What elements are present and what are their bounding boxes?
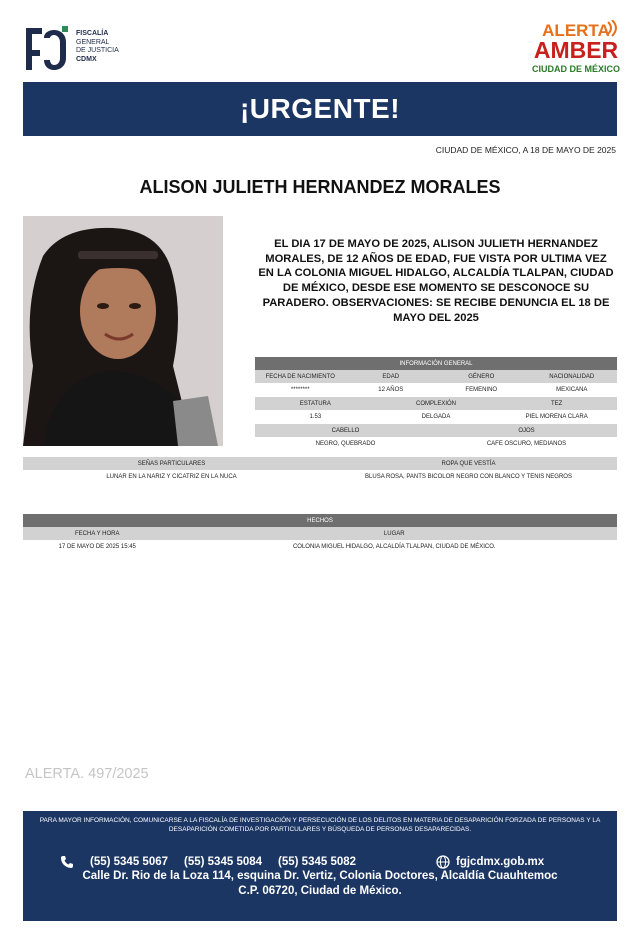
value-cell: ******** xyxy=(290,387,310,393)
org-line: DE JUSTICIA xyxy=(76,47,119,54)
value-cell: LUNAR EN LA NARIZ Y CICATRIZ EN LA NUCA xyxy=(106,474,237,480)
globe-icon xyxy=(436,855,450,869)
case-description: EL DIA 17 DE MAYO DE 2025, ALISON JULIETH HERNANDEZ MORALES, DE 12 AÑOS DE EDAD, FUE VISTA POR ULTIMA VEZ EN LA COLONIA MIGUEL HIDALGO, ALCALDÍA TLALPAN, CIUDAD DE MÉXICO, DESDE ESE MOMENTO SE DESCONOCE SU PARADERO. OBSERVACIONES: SE RECIBE DENUNCIA EL 18 DE MAYO DEL 2025 xyxy=(258,238,614,324)
header-cell: ESTATURA xyxy=(299,400,331,407)
info-value-row xyxy=(255,383,617,397)
header-cell: NACIONALIDAD xyxy=(549,373,595,380)
value-cell: NEGRO, QUEBRADO xyxy=(315,441,376,447)
header-cell: FECHA Y HORA xyxy=(75,530,120,537)
address-line: Calle Dr. Rio de la Loza 114, esquina Dr. Vertiz, Colonia Doctores, Alcaldía Cuauhtemoc xyxy=(82,870,558,882)
page-header xyxy=(0,0,640,82)
info-value-row xyxy=(255,437,617,451)
header-cell: GÉNERO xyxy=(468,373,495,380)
phone-list xyxy=(60,855,356,869)
value-cell: BLUSA ROSA, PANTS BICOLOR NEGRO CON BLANCO Y TENIS NEGROS xyxy=(365,474,572,480)
phone-number[interactable]: (55) 5345 5084 xyxy=(184,856,263,868)
phone-number[interactable]: (55) 5345 5067 xyxy=(90,856,169,868)
events-title-bar xyxy=(23,514,617,527)
header-cell: LUGAR xyxy=(383,530,405,537)
header-cell: ROPA QUE VESTÍA xyxy=(441,460,496,467)
person-photo xyxy=(23,216,223,446)
value-cell: CAFE OSCURO, MEDIANOS xyxy=(486,441,567,447)
info-value-row xyxy=(255,410,617,424)
header-cell: COMPLEXIÓN xyxy=(416,400,457,407)
features-header-row xyxy=(23,457,617,470)
footer-info-text: PARA MAYOR INFORMACIÓN, COMUNICARSE A LA FISCALÍA DE INVESTIGACIÓN Y PERSECUCIÓN DE LOS DELITOS EN MATERIA DE DESAPARICIÓN FORZADA DE PERSONAS Y LA DESAPARICIÓN COMETIDA POR PARTICULARES Y BÚSQUEDA DE PERSONAS DESAPARECIDAS. xyxy=(39,817,601,833)
header-cell: SEÑAS PARTICULARES xyxy=(137,460,206,467)
header-cell: FECHA DE NACIMIENTO xyxy=(265,373,335,380)
amber-mid-text: AMBER xyxy=(533,37,619,63)
org-name xyxy=(76,30,119,64)
events-header-row xyxy=(23,527,617,540)
general-info-title: INFORMACIÓN GENERAL xyxy=(399,360,473,367)
alert-number: ALERTA. 497/2025 xyxy=(25,766,149,782)
info-header-row xyxy=(255,370,617,383)
general-info-title-bar xyxy=(255,357,617,370)
info-header-row xyxy=(255,397,617,410)
urgent-title: ¡URGENTE! xyxy=(239,93,401,124)
value-cell: COLONIA MIGUEL HIDALGO, ALCALDÍA TLALPAN, CIUDAD DE MÉXICO. xyxy=(292,544,496,550)
header-cell: CABELLO xyxy=(331,427,360,434)
org-line: FISCALÍA xyxy=(76,30,109,37)
fgj-logo xyxy=(22,24,70,74)
general-info-table xyxy=(255,357,617,451)
phone-icon xyxy=(60,855,74,869)
value-cell: 1.53 xyxy=(309,414,322,420)
urgent-banner xyxy=(23,82,617,136)
value-cell: MEXICANA xyxy=(556,387,588,393)
phone-number[interactable]: (55) 5345 5082 xyxy=(278,856,357,868)
website-link-group xyxy=(436,855,544,869)
contact-footer xyxy=(23,811,617,921)
events-section xyxy=(23,514,617,554)
events-value-row xyxy=(23,540,617,554)
features-value-row xyxy=(23,470,617,484)
header-cell: TEZ xyxy=(551,400,563,407)
info-header-row xyxy=(255,424,617,437)
alerta-amber-logo xyxy=(530,20,622,78)
website-link[interactable]: fgjcdmx.gob.mx xyxy=(456,856,545,868)
org-line: CDMX xyxy=(76,55,97,63)
person-name: ALISON JULIETH HERNANDEZ MORALES xyxy=(139,177,501,197)
events-title: HECHOS xyxy=(307,517,333,524)
amber-bottom-text: CIUDAD DE MÉXICO xyxy=(531,64,621,74)
header-cell: EDAD xyxy=(382,373,400,380)
date-line: CIUDAD DE MÉXICO, A 18 DE MAYO DE 2025 xyxy=(435,145,616,155)
value-cell: 12 AÑOS xyxy=(378,387,404,393)
value-cell: 17 DE MAYO DE 2025 15:45 xyxy=(58,544,136,550)
value-cell: DELGADA xyxy=(421,414,451,420)
features-section xyxy=(23,457,617,484)
address-line: C.P. 06720, Ciudad de México. xyxy=(238,885,402,897)
org-line: GENERAL xyxy=(76,38,110,46)
value-cell: FEMENINO xyxy=(465,387,498,393)
value-cell: PIEL MORENA CLARA xyxy=(525,414,588,420)
header-cell: OJOS xyxy=(518,427,535,434)
amber-top-text: ALERTA xyxy=(542,21,610,40)
